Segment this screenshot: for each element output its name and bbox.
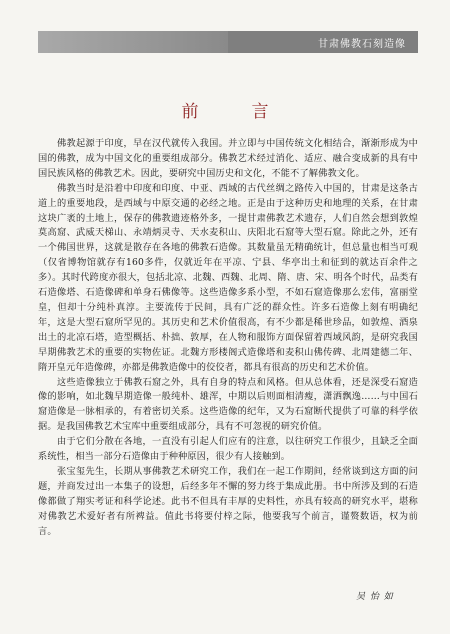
preface-body xyxy=(38,137,418,539)
paragraph: 佛教起源于印度，早在汉代就传入我国。并立即与中国传统文化相结合，渐渐形成为中国的佛教，成为中国文化的重要组成部分。佛教艺术经过消化、适应、融合变成新的具有中国民族风格的佛教艺术。因此，要研究中国历史和文化，不能不了解佛教文化。 xyxy=(38,138,418,179)
paragraph: 张宝玺先生，长期从事佛教艺术研究工作，我们在一起工作期间，经常谈到这方面的问题，并商发过出一本集子的设想，后经多年不懈的努力终于集成此册。书中所涉及到的石造像都做了翔实考证和科学论述。此书不但具有丰厚的史料性，亦具有较高的研究水平，堪称对佛教艺术爱好者有所裨益。值此书将要付梓之际，他要我写个前言，谨赘数语，权为前言。 xyxy=(38,465,418,537)
header-band xyxy=(38,31,418,53)
author-signature: 吴 怡 如 xyxy=(356,592,394,602)
paragraph: 由于它们分散在各地，一直没有引起人们应有的注意，以往研究工作很少，且缺乏全面系统性，相当一部分石造像由于种种原因，很少有人接触到。 xyxy=(38,436,418,463)
paragraph: 佛教当时是沿着中印度和印度、中亚、西域的古代丝绸之路传入中国的，甘肃是这条古道上的重要地段，是西域与中原交通的必经之地。正是由于这种历史和地理的关系，在甘肃这块广袤的土地上，保存的佛教遗迹格外多，一提甘肃佛教艺术遗存，人们自然会想到敦煌莫高窟、武威天梯山、永靖炳灵寺、天水麦积山、庆阳北石窟等大型石窟。除此之外，还有一个佛国世界，这就是散存在各地的佛教石造像。其数量虽无精确统计，但总量也相当可观（仅省博物馆就存有160多件，仅就近年在平凉、宁县、华亭出土和征到的就达百余件之多）。其时代跨度亦很大，包括北凉、北魏、西魏、北周、隋、唐、宋、明各个时代，品类有石造像塔、石造像碑和单身石佛像等。这些造像多系小型，不如石窟造像那么宏伟，富丽堂皇，但却十分纯朴真淳。主要流传于民间，具有广泛的群众性。许多石造像上刻有明确纪年，这是大型石窟所罕见的。其历史和艺术价值很高，有不少都是稀世珍品，如敦煌、酒泉出土的北凉石塔，造型概括、朴拙、敦厚，在人物和服饰方面保留着西域风韵，是研究我国早期佛教艺术的重要的实物佐证。北魏方形楼阁式造像塔和麦积山佛传碑、北周建德二年、隋开皇元年造像碑，亦都是佛教造像中的佼佼者，都具有很高的历史和艺术价值。 xyxy=(38,182,418,373)
book-title: 甘肃佛教石刻造像 xyxy=(318,39,406,50)
page-title: 前 言 xyxy=(181,102,287,122)
paragraph: 这些造像独立于佛教石窟之外，具有自身的特点和风格。但从总体看，还是深受石窟造像的影响，如北魏早期造像一般纯朴、雄浑，中期以后则面相清瘦，潇洒飘逸……与中国石窟造像是一脉相承的，有着密切关系。这些造像的纪年，又为石窟断代提供了可靠的科学依据。是我国佛教艺术宝库中重要组成部分，具有不可忽视的研究价值。 xyxy=(38,376,418,433)
